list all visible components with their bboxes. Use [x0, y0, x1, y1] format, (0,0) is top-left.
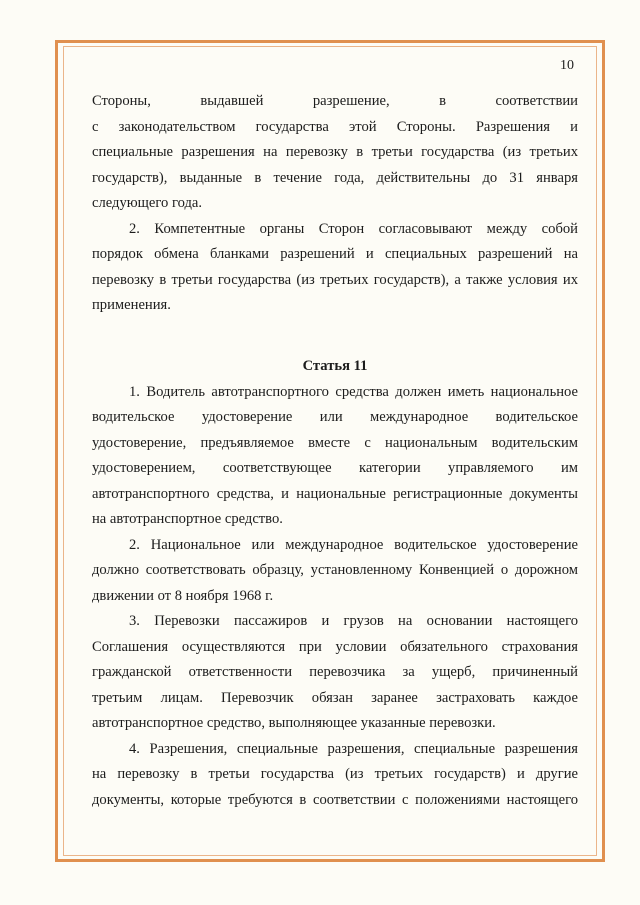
text-line: третьим лицам. Перевозчик обязан заранее застраховать каждое	[92, 689, 578, 706]
text-line: гражданской ответственности перевозчика за ущерб, причиненный	[92, 664, 578, 680]
text-line: должно соответствовать образцу, установленному Конвенцией о дорожном	[92, 562, 578, 578]
text-line: государств), выданные в течение года, действительны до 31 января	[92, 169, 578, 186]
text-line: движении от 8 ноября 1968 г.	[92, 587, 274, 604]
page-number: 10	[560, 58, 574, 73]
text-line: порядок обмена бланками разрешений и специальных разрешений на	[92, 246, 578, 262]
text-line: 2. Компетентные органы Сторон согласовывают между собой	[129, 220, 578, 237]
text-line: перевозку в третьи государства (из третьих государств), а также условия их	[92, 271, 578, 288]
text-line: водительское удостоверение или международное водительское	[92, 409, 578, 425]
text-line: Соглашения осуществляются при условии обязательного страхования	[92, 638, 578, 655]
text-line: специальные разрешения на перевозку в третьи государства (из третьих	[92, 144, 578, 160]
text-line: автотранспортного средства, и национальные регистрационные документы	[92, 485, 578, 502]
text-line: удостоверением, соответствующее категории управляемого им	[92, 460, 578, 476]
text-line: на автотранспортное средство.	[92, 511, 283, 527]
text-line: применения.	[92, 297, 171, 313]
text-line: 4. Разрешения, специальные разрешения, специальные разрешения	[129, 740, 578, 757]
text-line: удостоверение, предъявляемое вместе с национальным водительским	[92, 434, 578, 451]
text-line: 2. Национальное или международное водительское удостоверение	[129, 536, 578, 553]
text-line: с законодательством государства этой Стороны. Разрешения и	[92, 118, 578, 135]
text-line: следующего года.	[92, 195, 203, 211]
text-line: 1. Водитель автотранспортного средства должен иметь национальное	[129, 383, 578, 400]
document-body	[92, 89, 578, 813]
text-line: 3. Перевозки пассажиров и грузов на основании настоящего	[129, 613, 578, 629]
article-heading: Статья 11	[302, 357, 368, 374]
text-line: Стороны, выдавшей разрешение, в соответствии	[92, 93, 578, 109]
text-line: автотранспортное средство, выполняющее указанные перевозки.	[92, 715, 496, 731]
spacer	[92, 319, 578, 352]
text-line: на перевозку в третьи государства (из третьих государств) и другие	[92, 766, 578, 782]
text-line: документы, которые требуются в соответствии с положениями настоящего	[92, 791, 578, 808]
